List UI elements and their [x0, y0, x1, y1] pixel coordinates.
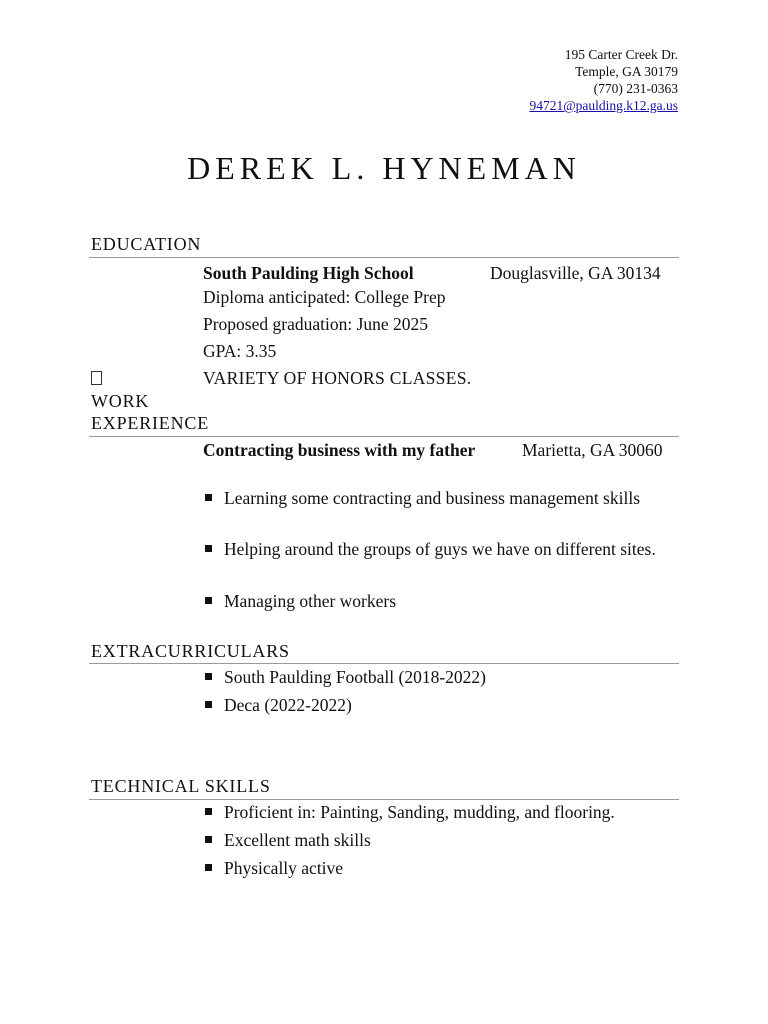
email-link[interactable]: 94721@paulding.k12.ga.us: [529, 98, 678, 113]
address-line-2: Temple, GA 30179: [575, 64, 678, 79]
graduation-line: Proposed graduation: June 2025: [203, 314, 429, 334]
square-bullet-icon: [205, 673, 212, 680]
work-divider: [89, 436, 679, 437]
square-bullet-icon: [205, 864, 212, 871]
address-line-1: 195 Carter Creek Dr.: [564, 47, 678, 62]
employer-location: Marietta, GA 30060: [522, 440, 663, 460]
work-heading-line-2: EXPERIENCE: [91, 413, 209, 433]
list-item: Excellent math skills: [203, 828, 673, 852]
square-bullet-icon: [205, 597, 212, 604]
list-item: Proficient in: Painting, Sanding, mudding, and flooring.: [203, 800, 673, 824]
square-bullet-icon: [205, 494, 212, 501]
list-item: Learning some contracting and business management skills: [203, 486, 673, 510]
square-bullet-icon: [205, 808, 212, 815]
resume-name: DEREK L. HYNEMAN: [187, 150, 581, 186]
education-heading: EDUCATION: [91, 234, 202, 254]
education-divider: [89, 257, 679, 258]
technical-skills-heading: TECHNICAL SKILLS: [91, 776, 271, 796]
school-location: Douglasville, GA 30134: [490, 263, 661, 283]
checkbox-icon: [91, 371, 102, 385]
square-bullet-icon: [205, 836, 212, 843]
gpa-line: GPA: 3.35: [203, 341, 277, 361]
extracurriculars-heading: EXTRACURRICULARS: [91, 641, 290, 661]
contact-block: [378, 46, 678, 114]
list-item: Physically active: [203, 856, 673, 880]
extracurriculars-divider: [89, 663, 679, 664]
list-item: Deca (2022-2022): [203, 693, 673, 717]
honors-line: VARIETY OF HONORS CLASSES.: [203, 368, 472, 388]
list-item: South Paulding Football (2018-2022): [203, 665, 673, 689]
phone-number: (770) 231-0363: [593, 81, 678, 96]
work-heading-line-1: WORK: [91, 391, 150, 411]
school-name: South Paulding High School: [203, 263, 414, 283]
employer-name: Contracting business with my father: [203, 440, 476, 460]
list-item: Managing other workers: [203, 589, 673, 613]
diploma-line: Diploma anticipated: College Prep: [203, 287, 446, 307]
square-bullet-icon: [205, 545, 212, 552]
square-bullet-icon: [205, 701, 212, 708]
list-item: Helping around the groups of guys we have on different sites.: [203, 537, 673, 561]
